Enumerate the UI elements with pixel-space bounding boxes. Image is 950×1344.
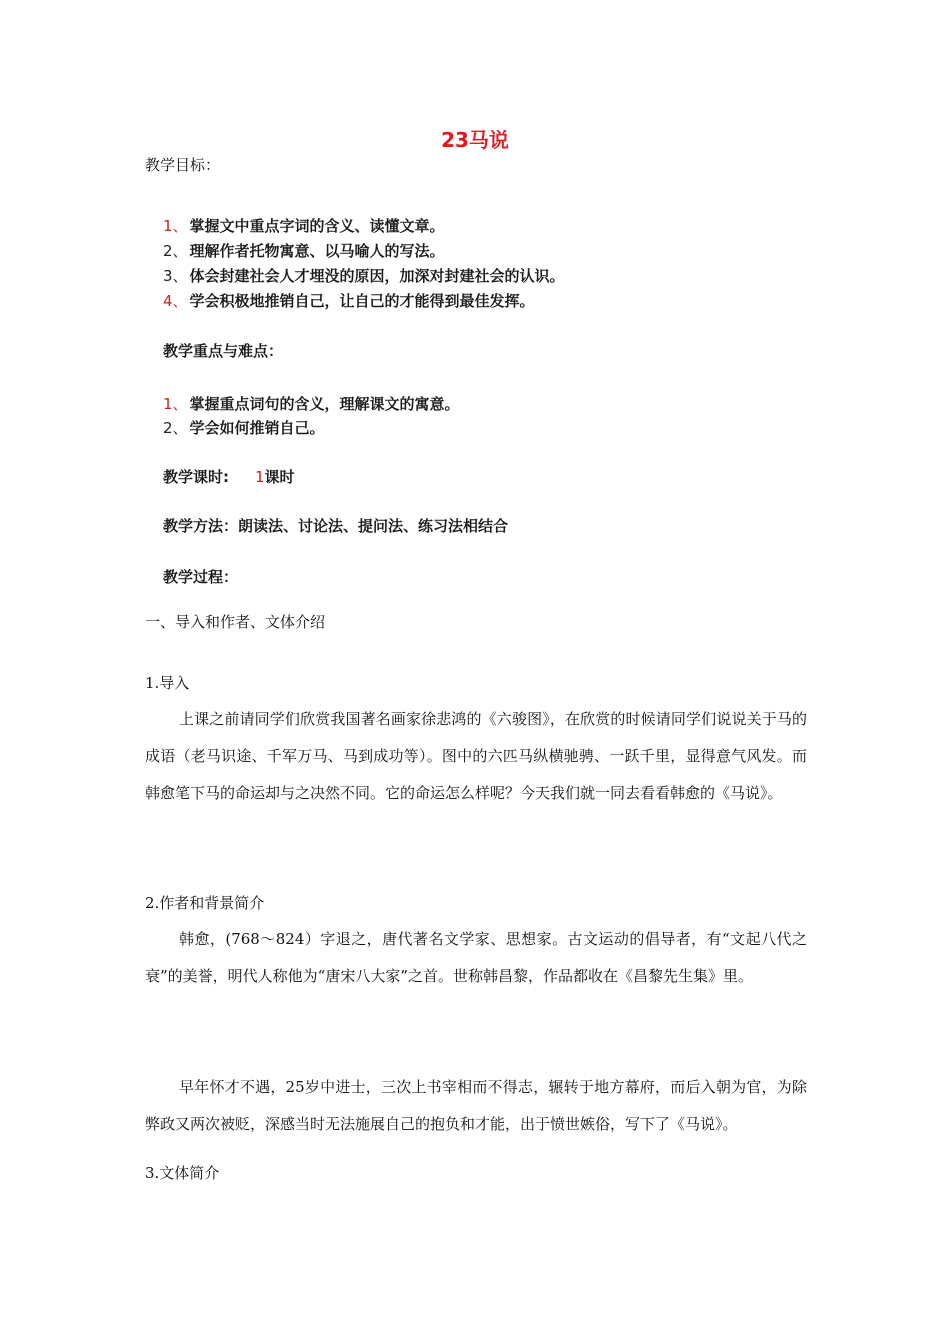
list-text: 学会如何推销自己。 [189, 419, 325, 437]
objective-item [163, 290, 535, 311]
intro-paragraph: 上课之前请同学们欣赏我国著名画家徐悲鸿的《六骏图》，在欣赏的时候请同学们说说关于马的成语（老马识途、千军万马、马到成功等）。图中的六匹马纵横驰骋、一跃千里，显得意气风发。而韩愈笔下马的命运却与之决然不同。它的命运怎么样呢？今天我们就一同去看看韩愈的《马说》。 [145, 710, 807, 802]
list-number: 2、 [163, 242, 188, 260]
class-hours-label: 教学课时: [163, 468, 229, 486]
subsection-heading: 1.导入 [145, 674, 190, 692]
page-title: 23马说 [441, 128, 509, 152]
list-number: 2、 [163, 419, 188, 437]
objective-item [163, 215, 445, 236]
key-points-heading: 教学重点与难点： [163, 342, 284, 360]
list-text: 掌握重点词句的含义，理解课文的寓意。 [189, 395, 460, 413]
list-text: 体会封建社会人才埋没的原因，加深对封建社会的认识。 [189, 267, 565, 285]
list-number: 3、 [163, 267, 188, 285]
subsection-heading: 2.作者和背景简介 [145, 894, 265, 912]
list-number: 1、 [163, 395, 188, 413]
key-point-item [163, 393, 460, 414]
process-heading: 教学过程： [163, 568, 239, 586]
list-text: 学会积极地推销自己，让自己的才能得到最佳发挥。 [189, 292, 535, 310]
objectives-heading: 教学目标： [145, 156, 221, 174]
section-heading: 一、导入和作者、文体介绍 [145, 613, 326, 631]
objective-item [163, 265, 565, 286]
objective-item [163, 240, 445, 261]
class-hours [163, 466, 295, 487]
class-hours-number: 1 [255, 468, 265, 486]
key-point-item [163, 417, 325, 438]
class-hours-unit: 课时 [264, 468, 295, 486]
list-number: 4、 [163, 292, 188, 310]
background-paragraph: 早年怀才不遇，25岁中进士，三次上书宰相而不得志，辗转于地方幕府，而后入朝为官，为除弊政又两次被贬，深感当时无法施展自己的抱负和才能，出于愤世嫉俗，写下了《马说》。 [145, 1078, 807, 1133]
list-text: 理解作者托物寓意、以马喻人的写法。 [189, 242, 445, 260]
teaching-method: 教学方法：朗读法、讨论法、提问法、练习法相结合 [163, 517, 509, 535]
list-number: 1、 [163, 217, 188, 235]
subsection-heading: 3.文体简介 [145, 1164, 220, 1182]
author-paragraph: 韩愈，(768～824）字退之，唐代著名文学家、思想家。古文运动的倡导者，有“文起八代之衰”的美誉，明代人称他为“唐宋八大家”之首。世称韩昌黎，作品都收在《昌黎先生集》里。 [145, 930, 807, 985]
list-text: 掌握文中重点字词的含义、读懂文章。 [189, 217, 445, 235]
